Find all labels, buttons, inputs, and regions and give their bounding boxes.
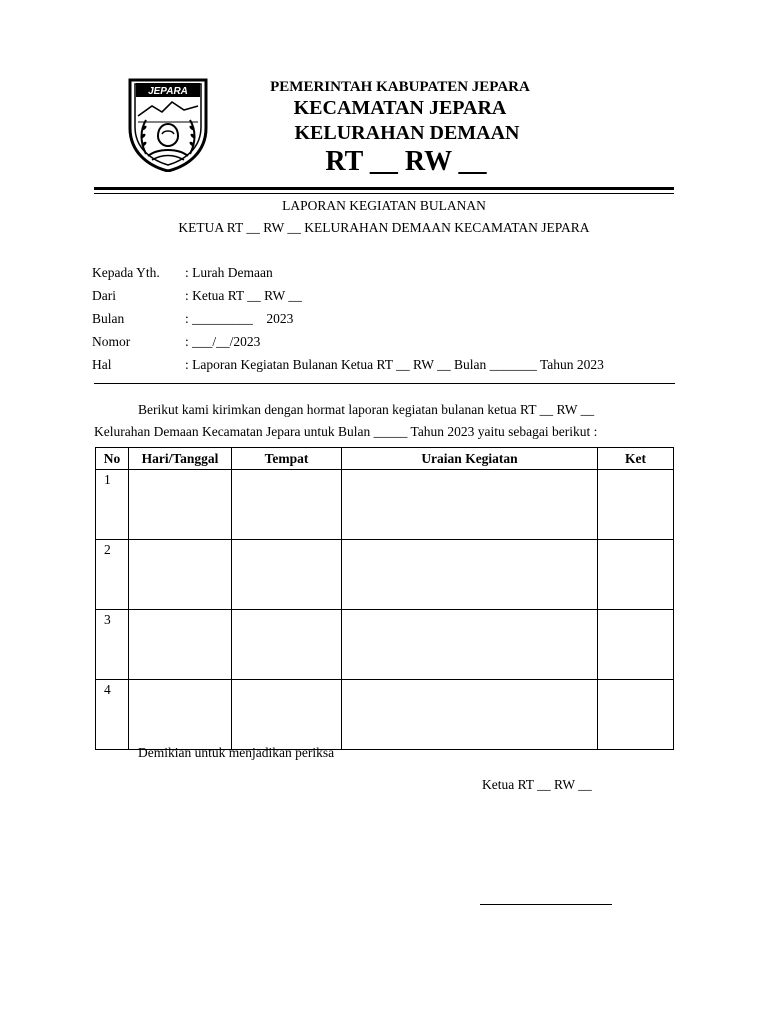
cell-note[interactable] [598, 680, 674, 750]
signature-title: Ketua RT __ RW __ [482, 777, 592, 792]
field-label: Hal [92, 357, 112, 372]
cell-place[interactable] [232, 680, 342, 750]
cell-description[interactable] [342, 680, 598, 750]
table-row [96, 470, 674, 540]
village-heading: KELURAHAN DEMAAN [294, 122, 520, 144]
cell-note[interactable] [598, 470, 674, 540]
cell-description[interactable] [342, 610, 598, 680]
col-header-date: Hari/Tanggal [129, 448, 232, 470]
district-heading: KECAMATAN JEPARA [293, 97, 507, 119]
table-header-row [96, 448, 674, 470]
table-row [96, 610, 674, 680]
activity-table [95, 447, 674, 750]
col-header-place: Tempat [232, 448, 342, 470]
cell-note[interactable] [598, 540, 674, 610]
field-label: Bulan [92, 311, 125, 326]
header-divider-thin [94, 193, 674, 194]
closing-text: Demikian untuk menjadikan periksa [138, 745, 335, 760]
cell-no: 4 [96, 680, 129, 750]
field-value: : _________ 2023 [185, 311, 294, 326]
table-row [96, 680, 674, 750]
cell-date[interactable] [129, 680, 232, 750]
section-divider [94, 383, 675, 384]
cell-note[interactable] [598, 610, 674, 680]
field-value: : Lurah Demaan [185, 265, 273, 280]
cell-no: 2 [96, 540, 129, 610]
field-label: Dari [92, 288, 116, 303]
field-value: : Ketua RT __ RW __ [185, 288, 302, 303]
header-divider-thick [94, 187, 674, 190]
cell-place[interactable] [232, 540, 342, 610]
rt-rw-heading: RT __ RW __ [325, 146, 487, 177]
cell-description[interactable] [342, 540, 598, 610]
cell-no: 1 [96, 470, 129, 540]
field-value: : ___/__/2023 [185, 334, 261, 349]
col-header-no: No [96, 448, 129, 470]
cell-place[interactable] [232, 470, 342, 540]
field-value: : Laporan Kegiatan Bulanan Ketua RT __ RW __ Bulan _______ Tahun 2023 [185, 357, 604, 372]
cell-date[interactable] [129, 610, 232, 680]
field-label: Nomor [92, 334, 131, 349]
report-subtitle: KETUA RT __ RW __ KELURAHAN DEMAAN KECAMATAN JEPARA [178, 220, 590, 235]
government-heading: PEMERINTAH KABUPATEN JEPARA [270, 79, 530, 95]
cell-date[interactable] [129, 540, 232, 610]
cell-description[interactable] [342, 470, 598, 540]
signature-line [480, 904, 612, 905]
cell-place[interactable] [232, 610, 342, 680]
intro-line-2: Kelurahan Demaan Kecamatan Jepara untuk Bulan _____ Tahun 2023 yaitu sebagai berikut : [94, 424, 598, 439]
cell-no: 3 [96, 610, 129, 680]
col-header-description: Uraian Kegiatan [342, 448, 598, 470]
intro-line-1: Berikut kami kirimkan dengan hormat laporan kegiatan bulanan ketua RT __ RW __ [138, 402, 595, 417]
cell-date[interactable] [129, 470, 232, 540]
report-title: LAPORAN KEGIATAN BULANAN [282, 198, 486, 213]
col-header-note: Ket [598, 448, 674, 470]
table-row [96, 540, 674, 610]
field-label: Kepada Yth. [92, 265, 160, 280]
logo-text: JEPARA [148, 86, 188, 97]
